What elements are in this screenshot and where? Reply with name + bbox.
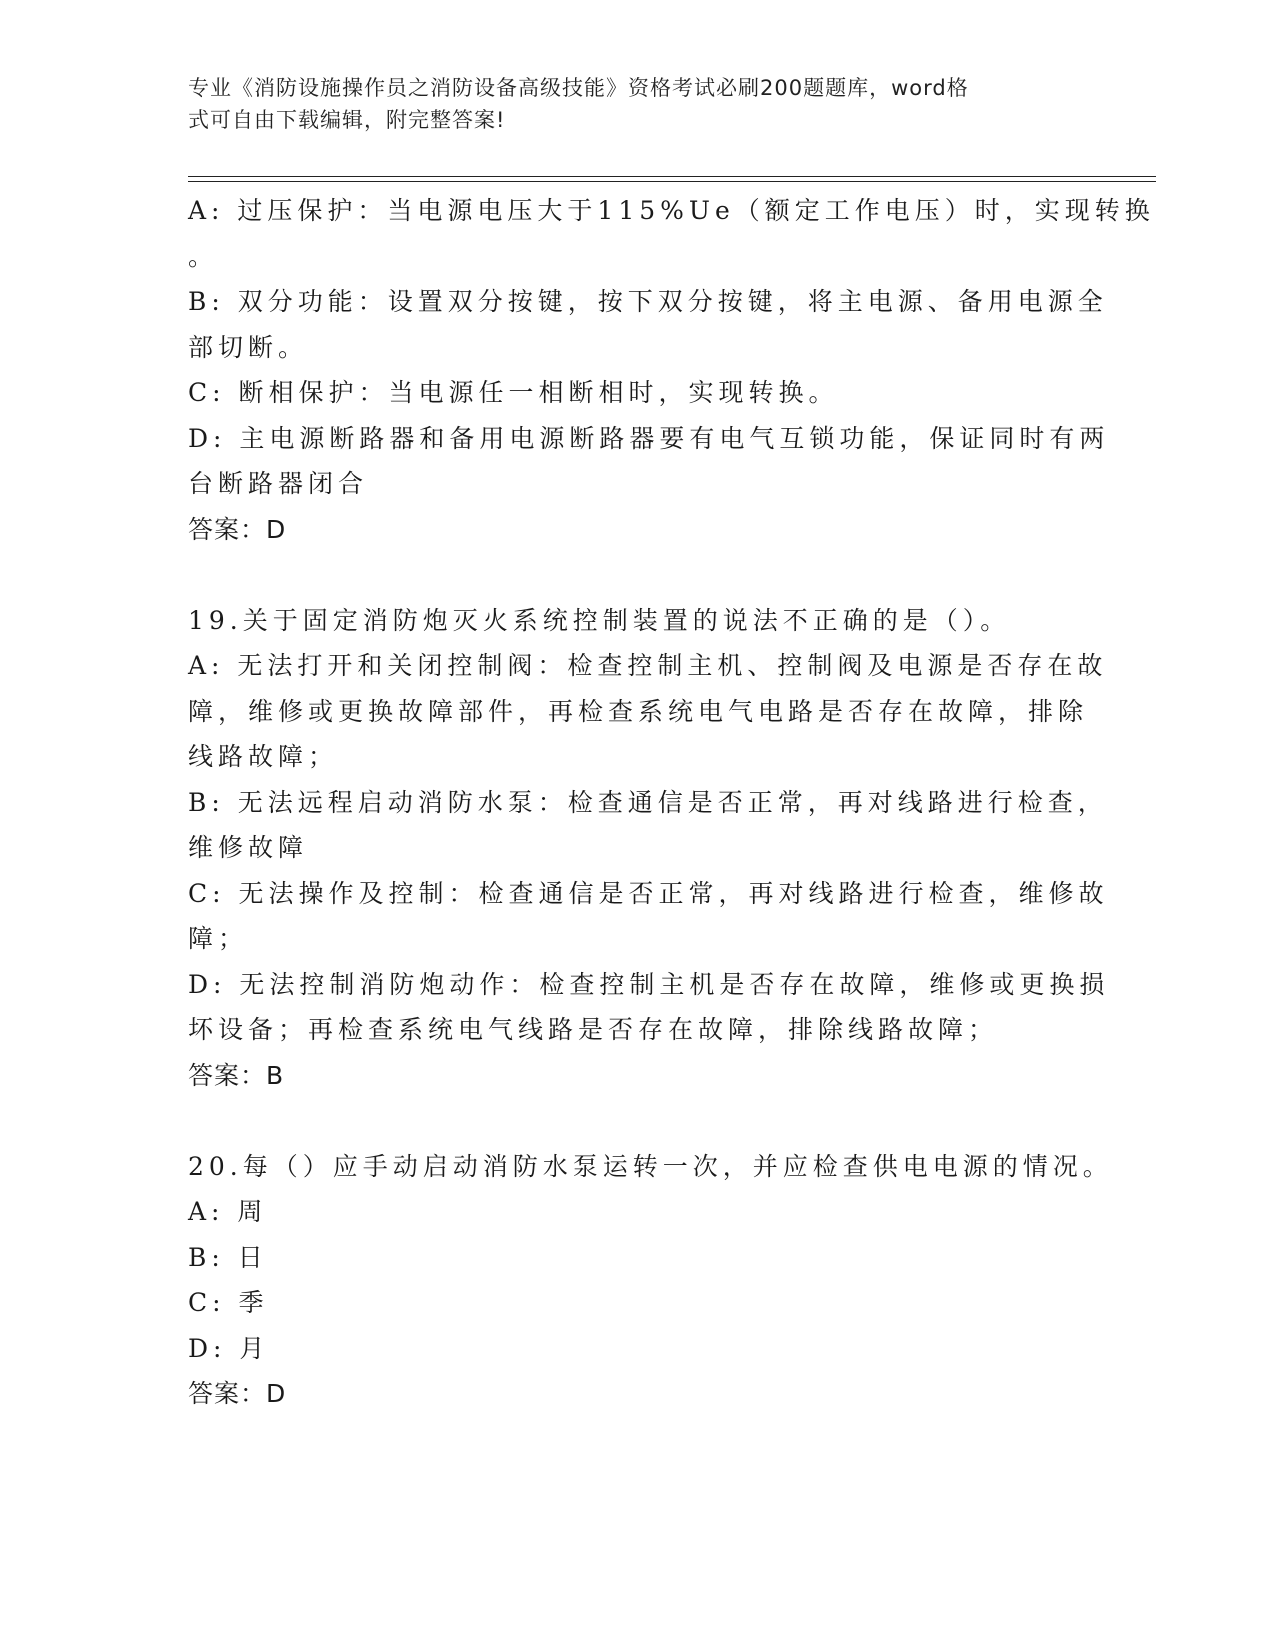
option-a-line-2: 障，维修或更换故障部件，再检查系统电气电路是否存在故障，排除 [188, 696, 1089, 726]
option-d: D: 月 [188, 1333, 270, 1363]
header-line-1: 专业《消防设施操作员之消防设备高级技能》资格考试必刷200题题库，word格 [188, 76, 969, 100]
option-d-line-2: 台断路器闭合 [188, 469, 369, 498]
option-c-line-1: C: 无法操作及控制：检查通信是否正常，再对线路进行检查，维修故 [188, 878, 1109, 908]
question-20 [188, 1144, 1113, 1417]
question-19-stem: 19.关于固定消防炮灭火系统控制装置的说法不正确的是（）。 [188, 605, 1011, 635]
option-b-line-1: B: 无法远程启动消防水泵：检查通信是否正常，再对线路进行检查， [188, 787, 1108, 817]
option-b-line-1: B: 双分功能：设置双分按键，按下双分按键，将主电源、备用电源全 [188, 287, 1108, 316]
option-b: B: 日 [188, 1242, 268, 1272]
option-d-line-1: D: 无法控制消防炮动作：检查控制主机是否存在故障，维修或更换损 [188, 969, 1110, 999]
question-19 [188, 598, 1110, 1099]
option-b-line-2: 部切断。 [188, 332, 309, 362]
header-line-2: 式可自由下载编辑，附完整答案! [188, 108, 506, 132]
option-c-line-1: C: 断相保护：当电源任一相断相时，实现转换。 [188, 378, 839, 407]
spacer [188, 1098, 1088, 1144]
option-d-line-2: 坏设备；再检查系统电气线路是否存在故障，排除线路故障； [188, 1015, 999, 1044]
answer-20: 答案：D [188, 1379, 287, 1408]
answer-18: 答案：D [188, 514, 287, 544]
option-a-line-1: A: 过压保护：当电源电压大于115%Ue（额定工作电压）时，实现转换 [188, 196, 1155, 225]
option-a-line-2: 。 [188, 241, 219, 271]
option-b-line-2: 维修故障 [188, 833, 309, 862]
question-20-stem: 20.每（）应手动启动消防水泵运转一次，并应检查供电电源的情况。 [188, 1151, 1113, 1181]
header-rule-top [188, 176, 1156, 177]
answer-19: 答案：B [188, 1060, 285, 1090]
document-body [188, 188, 1155, 1417]
option-d-line-1: D: 主电源断路器和备用电源断路器要有电气互锁功能，保证同时有两 [188, 423, 1110, 453]
option-a-line-3: 线路故障； [188, 742, 339, 771]
option-a-line-1: A: 无法打开和关闭控制阀：检查控制主机、控制阀及电源是否存在故 [188, 651, 1108, 680]
question-18-options [188, 188, 1155, 552]
page-header [188, 72, 1068, 136]
header-rule-bottom [188, 181, 1156, 182]
option-c: C: 季 [188, 1288, 269, 1317]
spacer [188, 552, 1088, 598]
option-c-line-2: 障； [188, 924, 249, 953]
option-a: A: 周 [188, 1197, 268, 1226]
